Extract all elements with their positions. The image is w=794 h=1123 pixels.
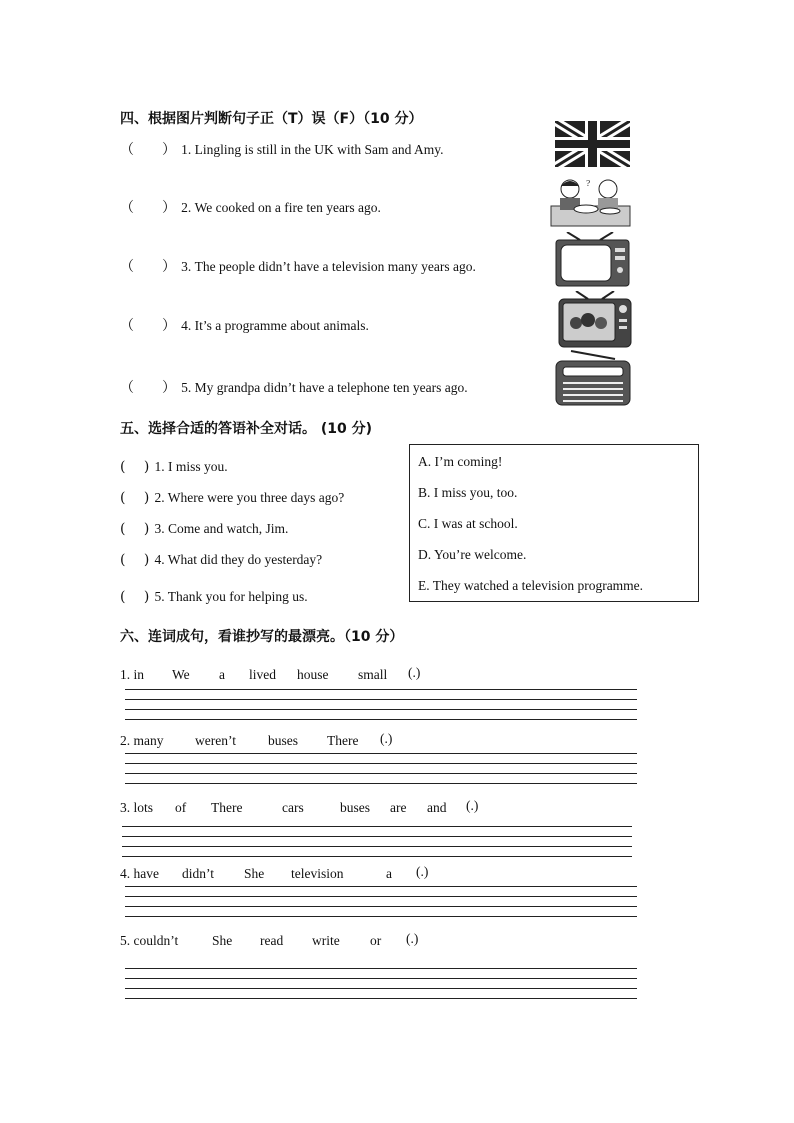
word: buses — [340, 800, 370, 815]
list-item — [120, 456, 228, 476]
list-item — [120, 586, 308, 606]
section-4-heading: 四、根据图片判断句子正（T）误（F）（10 分） — [120, 111, 423, 127]
list-item — [120, 487, 344, 507]
word: There — [211, 800, 243, 815]
word: read — [260, 933, 284, 948]
blank-television-icon — [555, 232, 630, 288]
question-text: 5. Thank you for helping us. — [154, 589, 308, 604]
word: We — [172, 667, 190, 682]
answer-blank[interactable]: （ ） — [120, 200, 176, 216]
word: house — [297, 667, 329, 682]
word: (.) — [380, 731, 393, 746]
answer-blank[interactable]: ( ) — [120, 552, 150, 568]
answer-blank[interactable]: （ ） — [120, 259, 176, 275]
word: 4. have — [120, 866, 159, 881]
television-programme-icon — [558, 291, 633, 349]
list-item — [120, 256, 476, 276]
word: 2. many — [120, 733, 164, 748]
word: small — [358, 667, 388, 682]
option-d: D. You’re welcome. — [418, 547, 527, 562]
word: 1. in — [120, 667, 145, 682]
section-5-heading: 五、选择合适的答语补全对话。 (10 分) — [120, 421, 373, 437]
list-item — [120, 139, 443, 159]
word: 5. couldn’t — [120, 933, 179, 948]
word: (.) — [466, 798, 479, 813]
writing-lines[interactable] — [125, 886, 637, 926]
writing-lines[interactable] — [125, 753, 637, 793]
word: or — [370, 933, 382, 948]
list-item — [120, 197, 381, 217]
word: cars — [282, 800, 304, 815]
question-text: 4. It’s a programme about animals. — [181, 318, 369, 333]
svg-text:?: ? — [586, 179, 591, 188]
word: and — [427, 800, 447, 815]
children-cooking-icon — [548, 176, 633, 228]
word: are — [390, 800, 407, 815]
writing-lines[interactable] — [125, 689, 637, 729]
radio-icon — [553, 349, 633, 407]
word: of — [175, 800, 187, 815]
word: buses — [268, 733, 298, 748]
answer-options-box — [409, 444, 699, 602]
option-b: B. I miss you, too. — [418, 485, 518, 500]
list-item — [120, 315, 369, 335]
question-text: 1. Lingling is still in the UK with Sam and Amy. — [181, 142, 444, 157]
word: There — [327, 733, 359, 748]
word: didn’t — [182, 866, 215, 881]
question-text: 5. My grandpa didn’t have a telephone ten years ago. — [181, 380, 468, 395]
list-item — [120, 549, 322, 569]
word: television — [291, 866, 344, 881]
word: write — [312, 933, 340, 948]
word: She — [244, 866, 265, 881]
question-text: 3. Come and watch, Jim. — [154, 521, 289, 536]
writing-lines[interactable] — [122, 826, 632, 866]
option-c: C. I was at school. — [418, 516, 518, 531]
uk-flag-icon — [555, 121, 630, 167]
answer-blank[interactable]: ( ) — [120, 521, 150, 537]
answer-blank[interactable]: （ ） — [120, 142, 176, 158]
option-a: A. I’m coming! — [418, 454, 503, 469]
word: lived — [249, 667, 276, 682]
question-text: 4. What did they do yesterday? — [154, 552, 323, 567]
answer-blank[interactable]: ( ) — [120, 589, 150, 605]
question-text: 1. I miss you. — [154, 459, 228, 474]
word: (.) — [406, 931, 419, 946]
option-e: E. They watched a television programme. — [418, 578, 644, 593]
list-item — [120, 377, 468, 397]
question-text: 3. The people didn’t have a television many years ago. — [181, 259, 476, 274]
section-6-heading: 六、连词成句，看谁抄写的最漂亮。（10 分） — [120, 629, 404, 645]
word: a — [219, 667, 225, 682]
list-item — [120, 518, 288, 538]
answer-blank[interactable]: （ ） — [120, 380, 176, 396]
question-text: 2. Where were you three days ago? — [154, 490, 345, 505]
word: weren’t — [195, 733, 236, 748]
answer-blank[interactable]: （ ） — [120, 318, 176, 334]
word: a — [386, 866, 392, 881]
word: (.) — [408, 665, 421, 680]
answer-blank[interactable]: ( ) — [120, 459, 150, 475]
writing-lines[interactable] — [125, 968, 637, 1008]
word: 3. lots — [120, 800, 154, 815]
word: She — [212, 933, 233, 948]
question-text: 2. We cooked on a fire ten years ago. — [181, 200, 381, 215]
answer-blank[interactable]: ( ) — [120, 490, 150, 506]
word: (.) — [416, 864, 429, 879]
